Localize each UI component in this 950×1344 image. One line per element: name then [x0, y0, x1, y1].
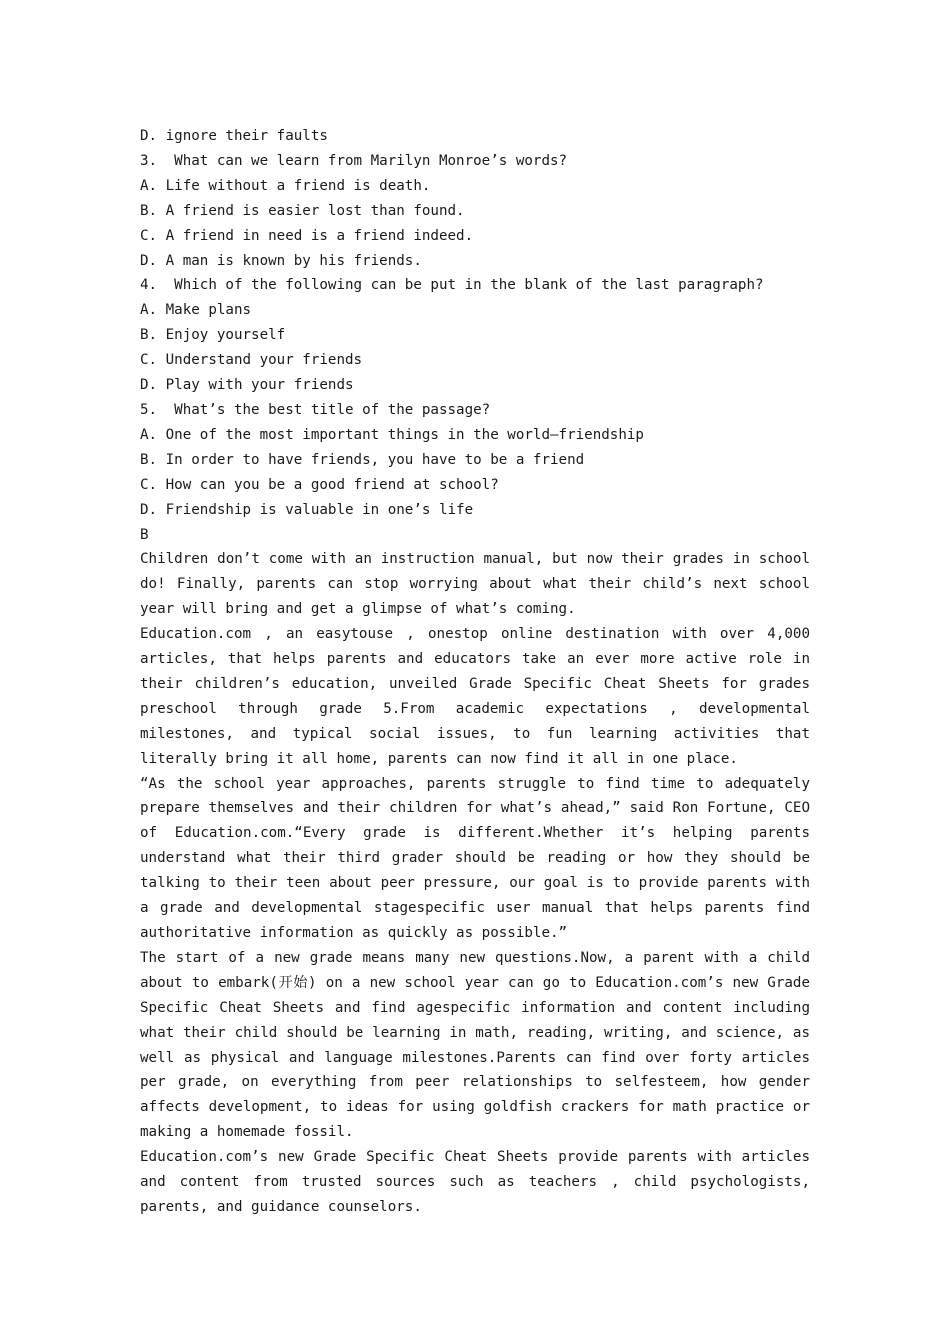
- passage-paragraph-1: Children don’t come with an instruction manual, but now their grades in school do! Finally, parents can stop worrying about what their child’s next school year will bring and get a glimpse of what’s coming.: [140, 551, 810, 618]
- passage-paragraph-5: Education.com’s new Grade Specific Cheat Sheets provide parents with articles and content from trusted sources such as teachers , child psychologists, parents, and guidance counselors.: [140, 1149, 810, 1215]
- option-4b: B. Enjoy yourself: [140, 327, 286, 344]
- question-3: 3. What can we learn from Marilyn Monroe’s words?: [140, 152, 568, 169]
- option-5b: B. In order to have friends, you have to be a friend: [140, 451, 585, 468]
- option-3a: A. Life without a friend is death.: [140, 177, 431, 194]
- option-5d: D. Friendship is valuable in one’s life: [140, 501, 474, 518]
- option-4a: A. Make plans: [140, 302, 252, 319]
- option-3b: B. A friend is easier lost than found.: [140, 202, 465, 219]
- option-4d: D. Play with your friends: [140, 377, 354, 394]
- option-3c: C. A friend in need is a friend indeed.: [140, 227, 474, 244]
- option-5c: C. How can you be a good friend at school?: [140, 476, 499, 493]
- option-1d: D. ignore their faults: [140, 128, 328, 144]
- question-4: 4. Which of the following can be put in the blank of the last paragraph?: [140, 277, 764, 294]
- question-5: 5. What’s the best title of the passage?: [140, 401, 491, 418]
- passage-paragraph-4: The start of a new grade means many new questions.Now, a parent with a child about to embark(开始) on a new school year can go to Education.com’s new Grade Specific Cheat Sheets and find agespecific information and content including what their child should be learning in math, reading, writing, and science, as well as physical and language milestones.Parents can find over forty articles per grade, on everything from peer relationships to selfesteem, how gender affects development, to ideas for using goldfish crackers for math practice or making a homemade fossil.: [140, 949, 810, 1141]
- passage-paragraph-3: “As the school year approaches, parents struggle to find time to adequately prepare themselves and their children for what’s ahead,” said Ron Fortune, CEO of Education.com.“Every grade is different.Whether it’s helping parents understand what their third grader should be reading or how they should be talking to their teen about peer pressure, our goal is to provide parents with a grade and developmental stagespecific user manual that helps parents find authoritative information as quickly as possible.”: [140, 775, 810, 941]
- option-3d: D. A man is known by his friends.: [140, 252, 422, 269]
- passage-paragraph-2: Education.com , an easytouse , onestop online destination with over 4,000 articles, that helps parents and educators take an ever more active role in their children’s education, unveiled Grade Specific Cheat Sheets for grades preschool through grade 5.From academic expectations , developmental milestones, and typical social issues, to fun learning activities that literally bring it all home, parents can now find it all in one place.: [140, 626, 810, 767]
- option-5a: A. One of the most important things in the world—friendship: [140, 426, 644, 443]
- option-4c: C. Understand your friends: [140, 352, 363, 369]
- document-page: [140, 124, 810, 1220]
- section-heading-b: B: [140, 526, 149, 543]
